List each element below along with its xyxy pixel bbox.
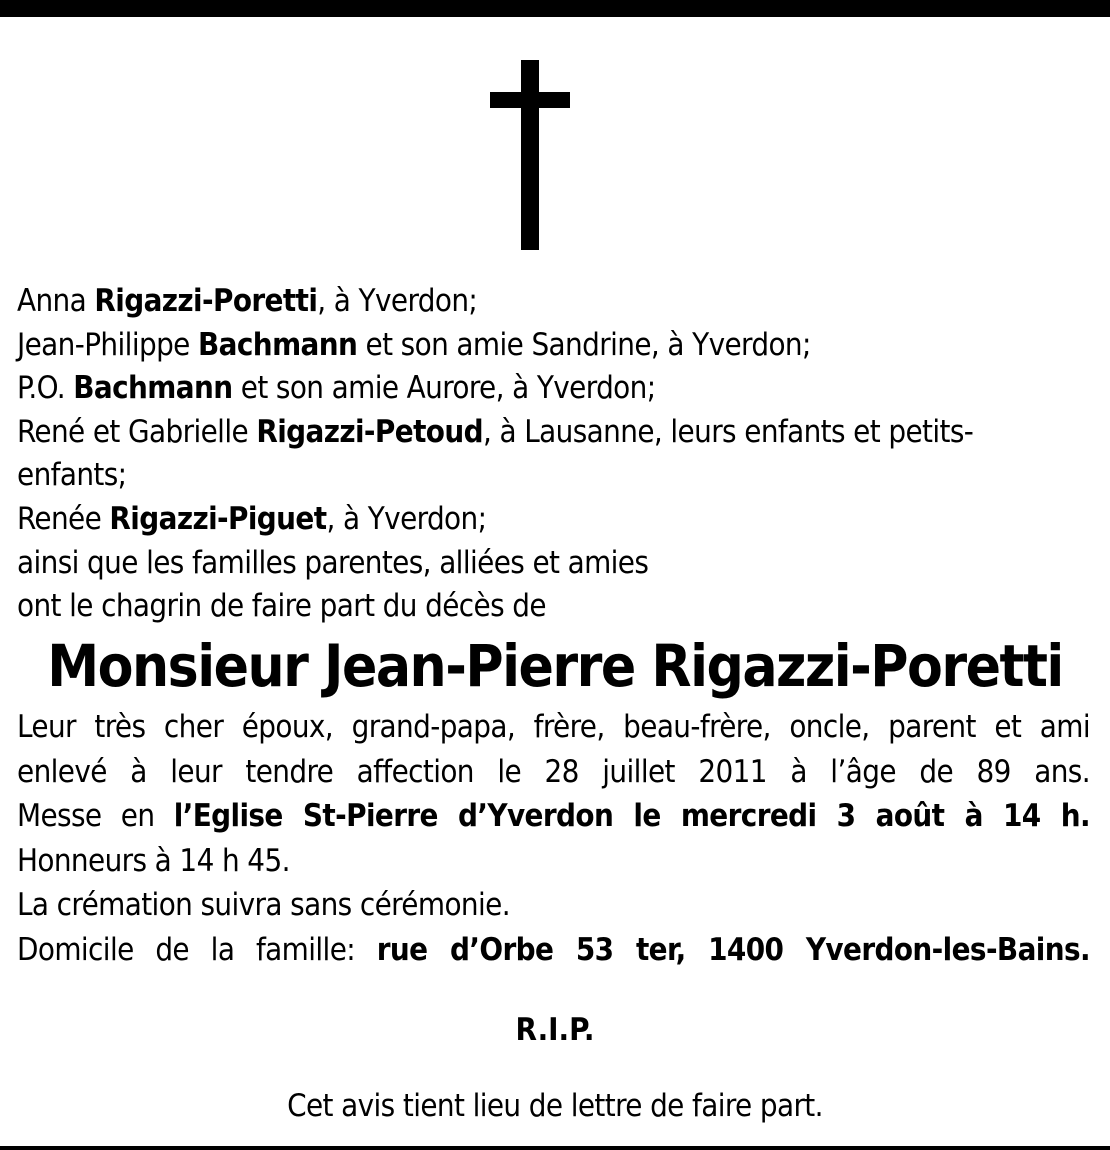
mourner-line: ont le chagrin de faire part du décès de xyxy=(17,588,546,625)
details-line: enlevé à leur tendre affection le 28 juillet 2011 à l’âge de 89 ans. xyxy=(17,753,1090,790)
top-border xyxy=(0,0,1110,17)
bottom-border xyxy=(0,1146,1110,1150)
cross-icon xyxy=(490,60,570,250)
honours-line: Honneurs à 14 h 45. xyxy=(17,842,290,879)
domicile-line: Domicile de la famille: rue d’Orbe 53 ter, 1400 Yverdon-les-Bains. xyxy=(17,931,1090,968)
mass-line: Messe en l’Eglise St-Pierre d’Yverdon le mercredi 3 août à 14 h. xyxy=(17,798,1090,834)
rip-text: R.I.P. xyxy=(515,1012,595,1048)
details-line: Leur très cher époux, grand-papa, frère, beau-frère, oncle, parent et ami xyxy=(17,709,1090,745)
mourner-line: René et Gabrielle Rigazzi-Petoud, à Lausanne, leurs enfants et petits- xyxy=(17,413,974,450)
funeral-details xyxy=(17,705,1090,972)
mourner-line: P.O. Bachmann et son amie Aurore, à Yverdon; xyxy=(17,370,656,407)
mourner-line: ainsi que les familles parentes, alliées et amies xyxy=(17,544,649,581)
mourner-line: Renée Rigazzi-Piguet, à Yverdon; xyxy=(17,500,487,537)
mourner-line: Anna Rigazzi-Poretti, à Yverdon; xyxy=(17,283,478,319)
mourners-list xyxy=(17,280,1097,629)
mourner-line: Jean-Philippe Bachmann et son amie Sandrine, à Yverdon; xyxy=(17,326,811,363)
closing-note: Cet avis tient lieu de lettre de faire part. xyxy=(287,1088,823,1124)
mourner-line: enfants; xyxy=(17,457,127,494)
cremation-line: La crémation suivra sans cérémonie. xyxy=(17,887,510,923)
deceased-name: Monsieur Jean-Pierre Rigazzi-Poretti xyxy=(47,632,1063,700)
